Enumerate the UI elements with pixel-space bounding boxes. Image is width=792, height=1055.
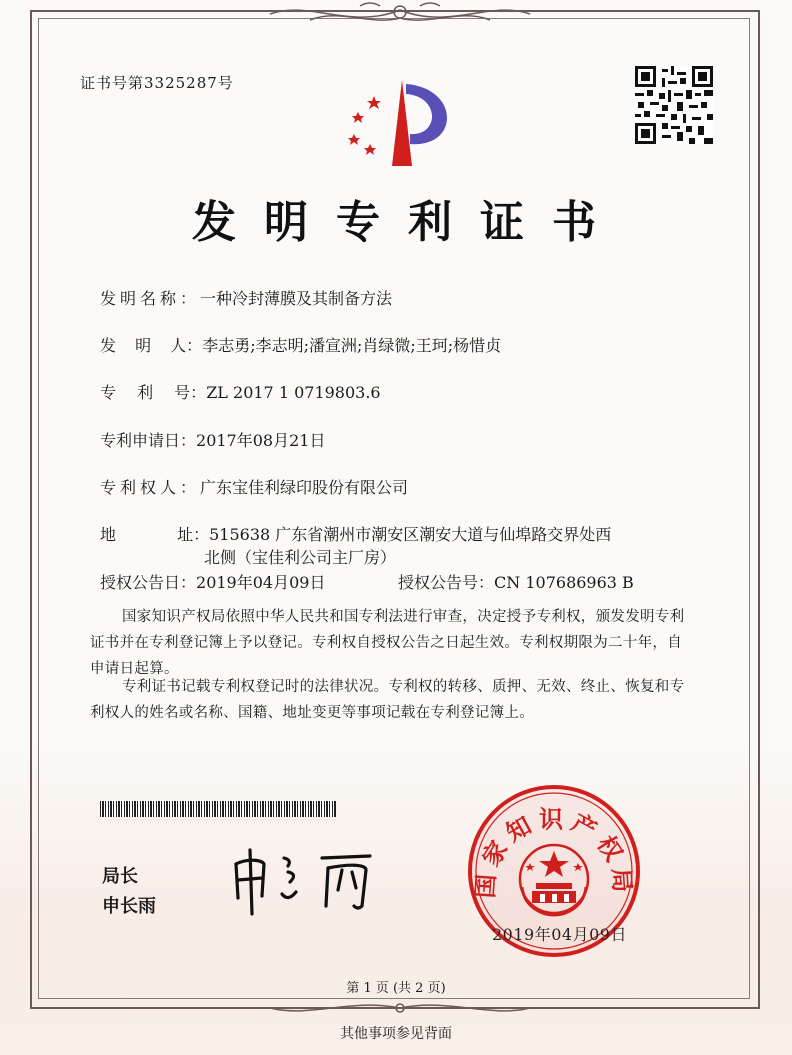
grant-number: CN 107686963 B (494, 573, 634, 592)
address-line-1: 515638 广东省潮州市潮安区潮安大道与仙埠路交界处西 (209, 525, 612, 544)
grant-date: 2019年04月09日 (196, 573, 326, 592)
paragraph-1-line-2: 证书并在专利登记簿上予以登记。专利权自授权公告之日起生效。专利权期限为二十年，自 (90, 635, 682, 651)
application-date-row (100, 428, 325, 451)
director-title: 局长 (102, 866, 138, 887)
grant-number-label: 授权公告号： (398, 573, 495, 592)
seal-date: 2019年04月09日 (492, 925, 627, 944)
certificate-number: 证书号第3325287号 (80, 74, 234, 92)
application-date: 2017年08月21日 (196, 431, 326, 450)
invention-name-label: 发明名称： (100, 289, 201, 308)
grant-date-label: 授权公告日： (100, 573, 197, 592)
patentee-label: 专利权人： (100, 478, 201, 497)
grant-number-row (398, 570, 634, 593)
patentee: 广东宝佳利绿印股份有限公司 (200, 478, 409, 497)
top-ornament (250, 0, 550, 34)
inventors-row (100, 333, 501, 356)
footer-note: 其他事项参见背面 (340, 1026, 452, 1042)
paragraph-1-line-1: 国家知识产权局依照中华人民共和国专利法进行审查，决定授予专利权，颁发发明专利 (122, 609, 685, 625)
address-line-2: 北侧（宝佳利公司主厂房） (204, 548, 397, 567)
inventors: 李志勇;李志明;潘宣洲;肖绿微;王珂;杨惜贞 (202, 336, 502, 355)
patent-office-logo (340, 78, 470, 168)
invention-name: 一种冷封薄膜及其制备方法 (200, 289, 393, 308)
inventors-label: 发 明 人： (100, 336, 203, 355)
invention-name-row (100, 286, 392, 309)
director-name: 申长雨 (102, 896, 156, 917)
qr-code (635, 66, 713, 144)
paragraph-1-line-3: 申请日起算。 (90, 661, 179, 677)
page-number: 第 1 页 (共 2 页) (346, 981, 446, 996)
patent-number-label: 专 利 号： (100, 383, 207, 402)
patent-number: ZL 2017 1 0719803.6 (206, 383, 381, 402)
address-row (100, 522, 611, 545)
certificate-title: 发明专利证书 (192, 197, 624, 248)
application-date-label: 专利申请日： (100, 431, 197, 450)
address-label: 地 址： (100, 525, 210, 544)
patentee-row (100, 475, 408, 498)
seal-text: 国家知识产权局 (471, 805, 637, 900)
grant-date-row (100, 570, 325, 593)
bottom-ornament (250, 998, 550, 1018)
patent-number-row (100, 380, 381, 403)
paragraph-1 (90, 604, 700, 682)
paragraph-2-line-2: 利权人的姓名或名称、国籍、地址变更等事项记载在专利登记簿上。 (90, 705, 534, 721)
paragraph-2-line-1: 专利证书记载专利权登记时的法律状况。专利权的转移、质押、无效、终止、恢复和专 (122, 679, 685, 695)
barcode (100, 801, 336, 817)
paragraph-2 (90, 674, 700, 726)
handwritten-signature (228, 846, 388, 918)
